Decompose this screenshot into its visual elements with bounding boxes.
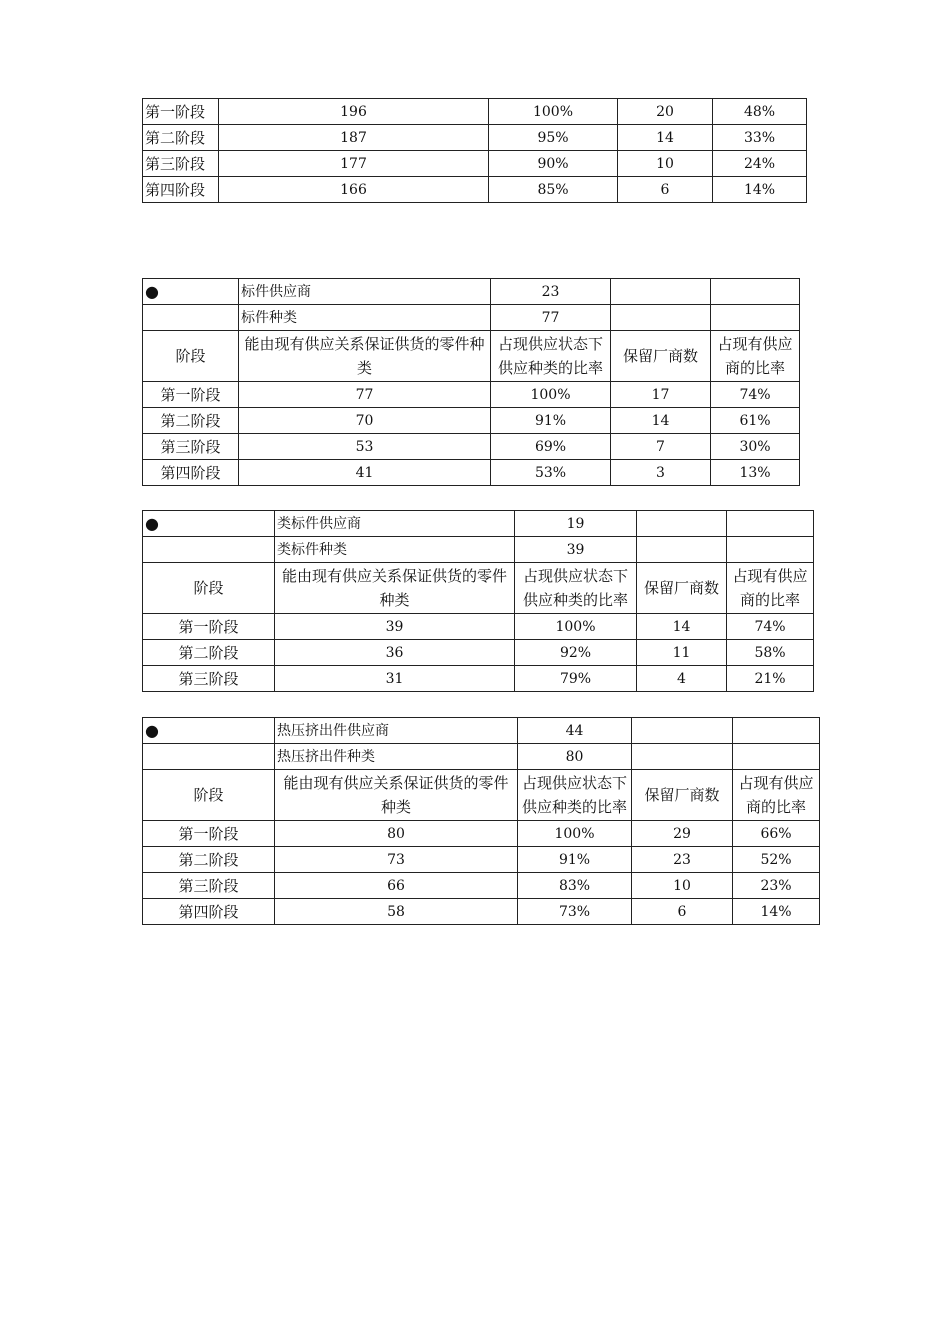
header-kinds: 能由现有供应关系保证供货的零件种类 [275,563,515,614]
stage-cell: 第一阶段 [143,821,275,847]
value-cell: 11 [637,640,727,666]
kind-label: 热压挤出件种类 [275,744,518,770]
value-cell: 166 [219,177,489,203]
value-cell: 3 [611,460,711,486]
empty-cell [632,718,733,744]
empty-cell [611,279,711,305]
value-cell: 30% [711,434,800,460]
header-kind-ratio: 占现供应状态下供应种类的比率 [515,563,637,614]
stage-cell: 第四阶段 [143,177,219,203]
value-cell: 41 [239,460,491,486]
stage-cell: 第一阶段 [143,614,275,640]
stage-cell: 第一阶段 [143,99,219,125]
value-cell: 83% [518,873,632,899]
table-row [143,460,800,486]
table-stage-summary [142,98,807,203]
value-cell: 73 [275,847,518,873]
table-row [143,305,800,331]
value-cell: 23% [733,873,820,899]
supplier-label: 热压挤出件供应商 [275,718,518,744]
stage-cell: 第二阶段 [143,125,219,151]
table-row [143,434,800,460]
table-row [143,99,807,125]
value-cell: 14% [713,177,807,203]
header-kind-ratio: 占现供应状态下供应种类的比率 [491,331,611,382]
value-cell: 187 [219,125,489,151]
header-supplier-ratio: 占现有供应商的比率 [727,563,814,614]
value-cell: 69% [491,434,611,460]
value-cell: 58 [275,899,518,925]
empty-cell [637,511,727,537]
empty-cell [611,305,711,331]
empty-cell [727,511,814,537]
empty-cell [143,305,239,331]
value-cell: 39 [275,614,515,640]
empty-cell [733,744,820,770]
empty-cell [632,744,733,770]
value-cell: 14 [637,614,727,640]
value-cell: 36 [275,640,515,666]
value-cell: 24% [713,151,807,177]
value-cell: 61% [711,408,800,434]
value-cell: 14 [611,408,711,434]
header-supplier-count: 保留厂商数 [637,563,727,614]
table-row [143,873,820,899]
supplier-count: 44 [518,718,632,744]
value-cell: 14 [618,125,713,151]
value-cell: 66 [275,873,518,899]
value-cell: 14% [733,899,820,925]
header-stage: 阶段 [143,770,275,821]
header-row [143,770,820,821]
stage-cell: 第三阶段 [143,873,275,899]
table-row [143,408,800,434]
table-row [143,537,814,563]
stage-cell: 第三阶段 [143,666,275,692]
value-cell: 100% [515,614,637,640]
table-row [143,821,820,847]
header-supplier-count: 保留厂商数 [632,770,733,821]
supplier-label: 标件供应商 [239,279,491,305]
value-cell: 20 [618,99,713,125]
table-row [143,382,800,408]
header-kinds: 能由现有供应关系保证供货的零件种类 [239,331,491,382]
value-cell: 79% [515,666,637,692]
value-cell: 13% [711,460,800,486]
table-row [143,151,807,177]
header-row [143,331,800,382]
value-cell: 6 [632,899,733,925]
value-cell: 53% [491,460,611,486]
table-row [143,177,807,203]
kind-count: 77 [491,305,611,331]
empty-cell [143,744,275,770]
supplier-count: 23 [491,279,611,305]
header-supplier-ratio: 占现有供应商的比率 [711,331,800,382]
value-cell: 6 [618,177,713,203]
bullet-icon: ● [143,279,239,305]
table-standard-parts [142,278,800,486]
value-cell: 58% [727,640,814,666]
empty-cell [711,305,800,331]
stage-cell: 第二阶段 [143,640,275,666]
value-cell: 48% [713,99,807,125]
value-cell: 4 [637,666,727,692]
bullet-icon: ● [143,718,275,744]
value-cell: 91% [518,847,632,873]
value-cell: 17 [611,382,711,408]
table-row [143,511,814,537]
value-cell: 23 [632,847,733,873]
empty-cell [727,537,814,563]
value-cell: 10 [618,151,713,177]
empty-cell [733,718,820,744]
value-cell: 80 [275,821,518,847]
value-cell: 77 [239,382,491,408]
value-cell: 66% [733,821,820,847]
stage-cell: 第四阶段 [143,460,239,486]
value-cell: 70 [239,408,491,434]
empty-cell [143,537,275,563]
value-cell: 53 [239,434,491,460]
value-cell: 196 [219,99,489,125]
stage-cell: 第二阶段 [143,847,275,873]
header-kind-ratio: 占现供应状态下供应种类的比率 [518,770,632,821]
value-cell: 29 [632,821,733,847]
table-row [143,614,814,640]
header-supplier-ratio: 占现有供应商的比率 [733,770,820,821]
bullet-icon: ● [143,511,275,537]
value-cell: 100% [489,99,618,125]
header-row [143,563,814,614]
table-row [143,847,820,873]
kind-label: 类标件种类 [275,537,515,563]
empty-cell [711,279,800,305]
empty-cell [637,537,727,563]
value-cell: 7 [611,434,711,460]
value-cell: 52% [733,847,820,873]
stage-cell: 第一阶段 [143,382,239,408]
value-cell: 95% [489,125,618,151]
header-stage: 阶段 [143,563,275,614]
value-cell: 100% [518,821,632,847]
stage-cell: 第三阶段 [143,151,219,177]
stage-cell: 第三阶段 [143,434,239,460]
header-supplier-count: 保留厂商数 [611,331,711,382]
supplier-label: 类标件供应商 [275,511,515,537]
kind-label: 标件种类 [239,305,491,331]
value-cell: 177 [219,151,489,177]
value-cell: 100% [491,382,611,408]
table-row [143,279,800,305]
table-row [143,899,820,925]
kind-count: 39 [515,537,637,563]
value-cell: 74% [711,382,800,408]
stage-cell: 第二阶段 [143,408,239,434]
value-cell: 73% [518,899,632,925]
supplier-count: 19 [515,511,637,537]
kind-count: 80 [518,744,632,770]
value-cell: 31 [275,666,515,692]
value-cell: 10 [632,873,733,899]
value-cell: 74% [727,614,814,640]
header-kinds: 能由现有供应关系保证供货的零件种类 [275,770,518,821]
table-row [143,666,814,692]
table-hot-press-extrusion-parts [142,717,820,925]
value-cell: 90% [489,151,618,177]
table-row [143,744,820,770]
value-cell: 91% [491,408,611,434]
value-cell: 21% [727,666,814,692]
table-row [143,640,814,666]
table-row [143,718,820,744]
stage-cell: 第四阶段 [143,899,275,925]
value-cell: 85% [489,177,618,203]
value-cell: 33% [713,125,807,151]
value-cell: 92% [515,640,637,666]
table-row [143,125,807,151]
table-quasi-standard-parts [142,510,814,692]
header-stage: 阶段 [143,331,239,382]
